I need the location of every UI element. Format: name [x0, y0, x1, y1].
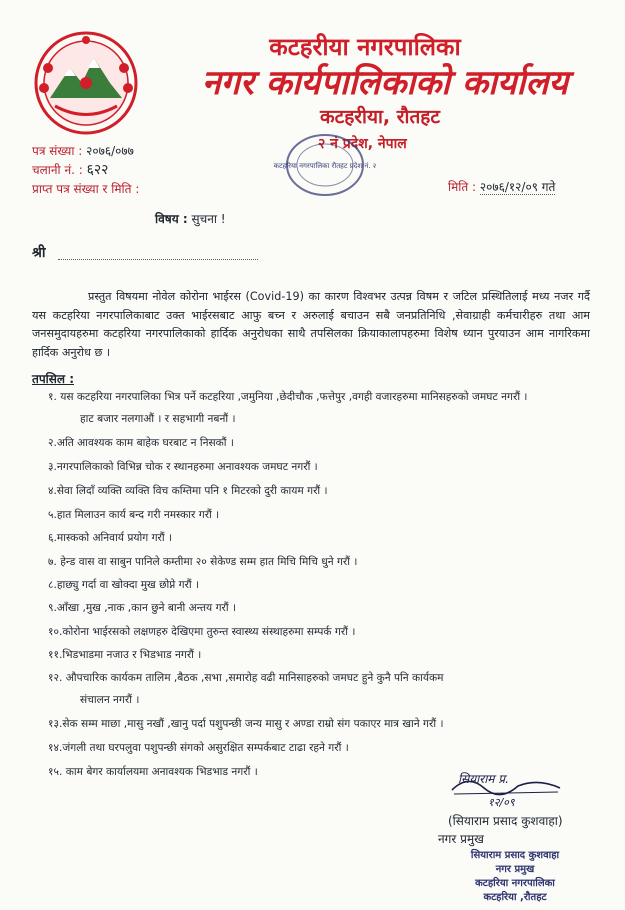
subject-value: सुचना !	[191, 212, 226, 226]
list-item: संचालन नगरौं ।	[80, 694, 140, 706]
list-item: ६.मास्कको अनिवार्य प्रयोग गरौं ।	[48, 532, 172, 544]
province-line: २ नं प्रदेश, नेपाल	[318, 136, 407, 152]
signatory-title: नगर प्रमुख	[438, 832, 484, 846]
seal-line-1: सियाराम प्रसाद कुशवाहा	[470, 850, 560, 861]
list-item: १५. काम बेगर कार्यालयमा अनावश्यक भिडभाड नगरौं ।	[48, 766, 258, 778]
letter-number-row	[32, 142, 134, 159]
subject-label: विषय :	[155, 212, 188, 226]
letter-number-label: पत्र संख्या :	[32, 144, 83, 158]
received-row	[32, 180, 139, 197]
tapsil-heading: तपसिल :	[32, 372, 74, 386]
official-seal	[455, 847, 575, 903]
seal-line-3: कटहरिया नगरपालिका	[475, 878, 555, 889]
seal-line-4: कटहरिया ,रौतहट	[483, 892, 547, 903]
list-item: ८.हाछ्यु गर्दा वा खोक्दा मुख छोप्ने गरौं ।	[48, 579, 200, 591]
salutation-dotted-line	[58, 258, 258, 260]
municipality-name: कटहरीया नगरपालिका	[269, 33, 461, 61]
list-item: ९.आँखा ,मुख ,नाक ,कान छुने बानी अन्तय गरौं ।	[48, 602, 236, 614]
list-item: ११.भिडभाडमा नजाउ र भिडभाड नगरौं ।	[48, 649, 202, 661]
dispatch-number-value: ६२२	[86, 162, 109, 178]
date-label: मिति :	[448, 180, 477, 194]
list-item: १४.जंगली तथा घरपलुवा पशुपन्छी संगको असुरक्षित सम्पर्कबाट टाढा रहने गरौं ।	[48, 742, 349, 754]
government-emblem-icon	[30, 28, 142, 138]
stamp-text: कटहरिया नगरपालिका रौतहट प्रदेश नं. २	[273, 162, 377, 170]
signature-handwritten-date: १२/०९	[488, 796, 515, 809]
signatory-name: (सियाराम प्रसाद कुशवाहा)	[448, 814, 563, 828]
list-item: १३.सेक सम्म माछा ,मासु नखौं ,खानु पर्दा पशुपन्छी जन्य मासु र अण्डा राम्रो संग पकाएर मात्र खाने गरौं ।	[48, 718, 444, 730]
date-row	[448, 178, 555, 195]
body-paragraph: प्रस्तुत विषयमा नोवेल कोरोना भाईरस (Covid-19) का कारण विश्वभर उत्पन्न विषम र जटिल प्रस्थितिलाई मध्य नजर गर्दै यस कटहरिया नगरपालिकाबाट उक्त भाईरसबाट आफु बच्न र अरुलाई बचाउन सबै जनप्रतिनिधि ,सेवाग्राही कर्मचारीहरु तथा आम जनसमुदायहरुमा कटहरिया नगरपालिकाको हार्दिक अनुरोधका साथै तपसिलका क्रियाकालापहरुमा विशेष ध्यान पुरयाउन आम नागरिकमा हार्दिक अनुरोध छ ।	[32, 290, 590, 359]
salutation-text: श्री	[32, 245, 46, 261]
received-label: प्राप्त पत्र संख्या र मिति :	[32, 182, 140, 196]
letter-number-value: २०७६/०७७	[86, 144, 134, 158]
list-item: ४.सेवा लिदाँ व्यक्ति व्यक्ति विच कम्तिमा पनि १ मिटरको दुरी कायम गरौं ।	[48, 485, 328, 497]
list-item: हाट बजार नलगाऔं । र सहभागी नबनौं ।	[80, 413, 236, 425]
office-location: कटहरीया, रौतहट	[320, 106, 440, 128]
list-item: ५.हात मिलाउन कार्य बन्द गरी नमस्कार गरौं ।	[48, 509, 220, 521]
seal-line-2: नगर प्रमुख	[495, 864, 535, 875]
list-item: १०.कोरोना भाईरसको लक्षणहरु देखिएमा तुरुन्त स्वास्थ्य संस्थाहरुमा सम्पर्क गरौं ।	[48, 626, 356, 638]
list-item: ३.नगरपालिकाको विभिन्न चोक र स्थानहरुमा अनावश्यक जमघट नगरौं ।	[48, 461, 318, 473]
list-item: ७. हेन्ड वास वा साबुन पानिले कम्तीमा २० सेकेण्ड सम्म हात मिचि मिचि धुने गरौं ।	[48, 556, 358, 568]
office-name: नगर कार्यपालिकाको कार्यालय	[201, 63, 569, 103]
date-value: २०७६/१२/०९ गते	[479, 180, 556, 194]
list-item: २.अति आवश्यक काम बाहेक घरबाट न निसकौं ।	[48, 437, 234, 449]
signature-handwritten-name: सियाराम प्र.	[458, 772, 509, 786]
dispatch-number-row	[32, 160, 108, 179]
subject-line	[155, 210, 226, 227]
list-item: १२. औपचारिक कार्यकम तालिम ,बैठक ,सभा ,समारोह वढी मानिसाहरुको जमघट हुने कुनै पनि कार्यकम	[48, 672, 444, 684]
round-stamp-icon	[273, 130, 377, 200]
salutation	[32, 243, 46, 262]
list-item: १. यस कटहरिया नगरपालिका भित्र पर्ने कटहरिया ,जमुनिया ,छेदीचौक ,फत्तेपुर ,वगही वजारहरुमा मानिसहरुको जमघट नगरौं ।	[48, 391, 528, 403]
dispatch-number-label: चलानी नं. :	[32, 163, 83, 177]
